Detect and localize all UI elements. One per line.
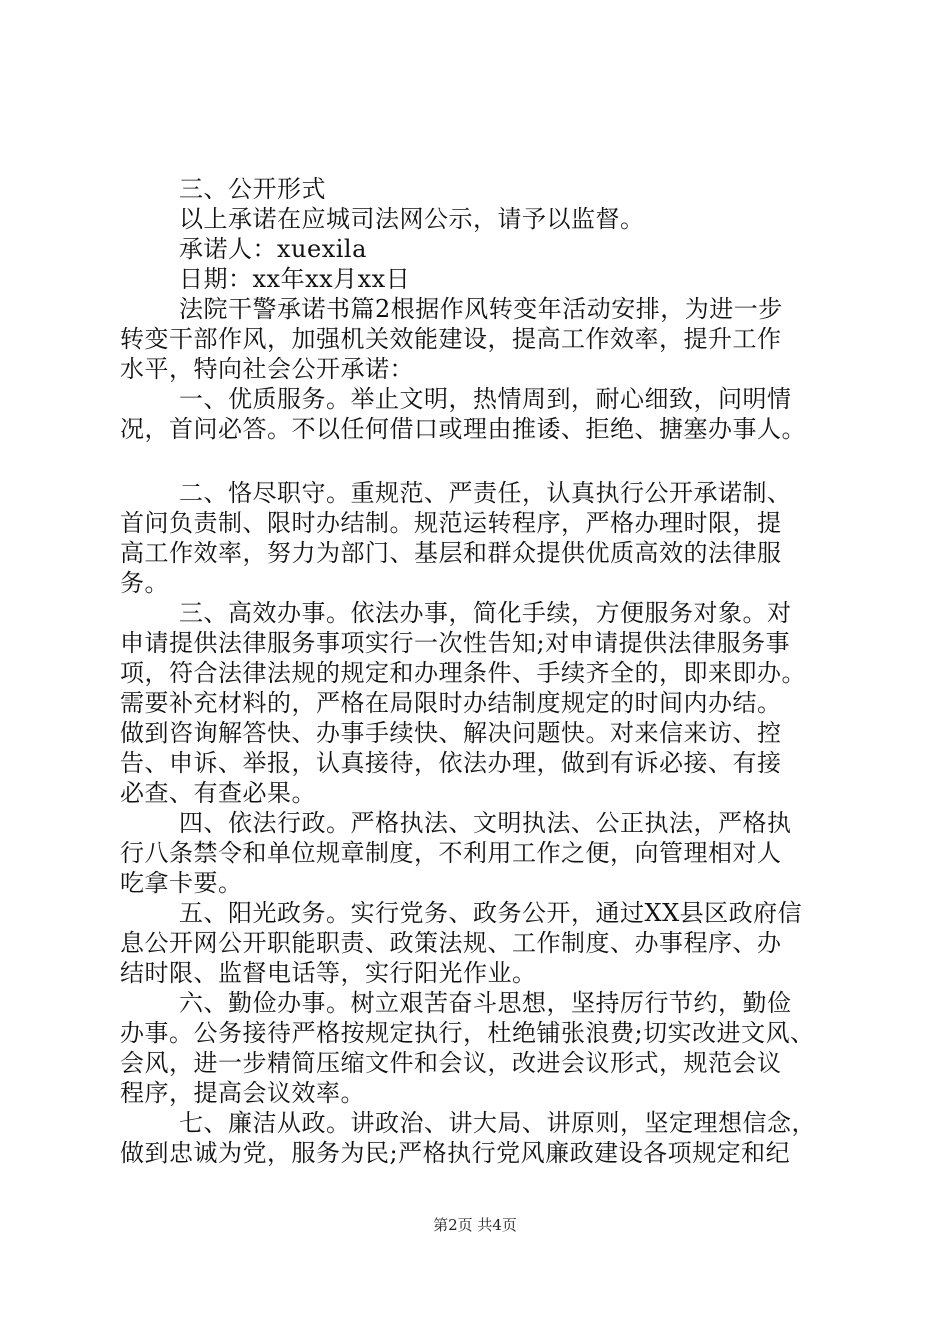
text-line: 四、依法行政。严格执法、文明执法、公正执法，严格执 — [179, 809, 792, 837]
text-line: 行八条禁令和单位规章制度，不利用工作之便，向管理相对人 — [120, 839, 782, 867]
text-line: 务。 — [120, 569, 169, 597]
text-line: 会风，进一步精简压缩文件和会议，改进会议形式，规范会议 — [120, 1049, 782, 1077]
document-body — [120, 174, 840, 1168]
text-line: 首问负责制、限时办结制。规范运转程序，严格办理时限，提 — [120, 509, 782, 537]
text-line: 办事。公务接待严格按规定执行，杜绝铺张浪费;切实改进文风、 — [120, 1019, 815, 1047]
text-line: 二、恪尽职守。重规范、严责任，认真执行公开承诺制、 — [179, 479, 792, 507]
text-line: 况，首问必答。不以任何借口或理由推诿、拒绝、搪塞办事人。 — [120, 415, 806, 443]
page-number: 第2页 共4页 — [433, 1216, 517, 1234]
text-line: 法院干警承诺书篇2根据作风转变年活动安排，为进一步 — [179, 295, 783, 323]
text-line: 程序，提高会议效率。 — [120, 1079, 365, 1107]
text-line: 三、公开形式 — [179, 175, 326, 203]
text-line: 需要补充材料的，严格在局限时办结制度规定的时间内办结。 — [120, 689, 782, 717]
text-line: 吃拿卡要。 — [120, 869, 243, 897]
text-line: 以上承诺在应城司法网公示，请予以监督。 — [179, 205, 645, 233]
text-line: 申请提供法律服务事项实行一次性告知;对申请提供法律服务事 — [120, 629, 791, 657]
text-line: 五、阳光政务。实行党务、政务公开，通过XX县区政府信 — [179, 899, 803, 927]
text-line: 转变干部作风，加强机关效能建设，提高工作效率，提升工作 — [120, 325, 782, 353]
text-line: 承诺人：xuexila — [179, 235, 367, 263]
text-line: 做到咨询解答快、办事手续快、解决问题快。对来信来访、控 — [120, 719, 782, 747]
text-line: 六、勤俭办事。树立艰苦奋斗思想，坚持厉行节约，勤俭 — [179, 989, 792, 1017]
text-line: 日期：xx年xx月xx日 — [179, 265, 411, 293]
text-line: 项，符合法律法规的规定和办理条件、手续齐全的，即来即办。 — [120, 659, 806, 687]
text-line: 高工作效率，努力为部门、基层和群众提供优质高效的法律服 — [120, 539, 782, 567]
text-line: 做到忠诚为党，服务为民;严格执行党风廉政建设各项规定和纪 — [120, 1139, 791, 1167]
paragraph-gap — [120, 444, 840, 478]
text-line: 息公开网公开职能职责、政策法规、工作制度、办事程序、办 — [120, 929, 782, 957]
text-line: 三、高效办事。依法办事，简化手续，方便服务对象。对 — [179, 599, 792, 627]
text-line: 结时限、监督电话等，实行阳光作业。 — [120, 959, 537, 987]
text-line: 水平，特向社会公开承诺： — [120, 355, 414, 383]
text-line: 必查、有查必果。 — [120, 779, 316, 807]
text-line: 一、优质服务。举止文明，热情周到，耐心细致，问明情 — [179, 385, 792, 413]
text-line: 告、申诉、举报，认真接待，依法办理，做到有诉必接、有接 — [120, 749, 782, 777]
text-line: 七、廉洁从政。讲政治、讲大局、讲原则，坚定理想信念， — [179, 1109, 816, 1137]
